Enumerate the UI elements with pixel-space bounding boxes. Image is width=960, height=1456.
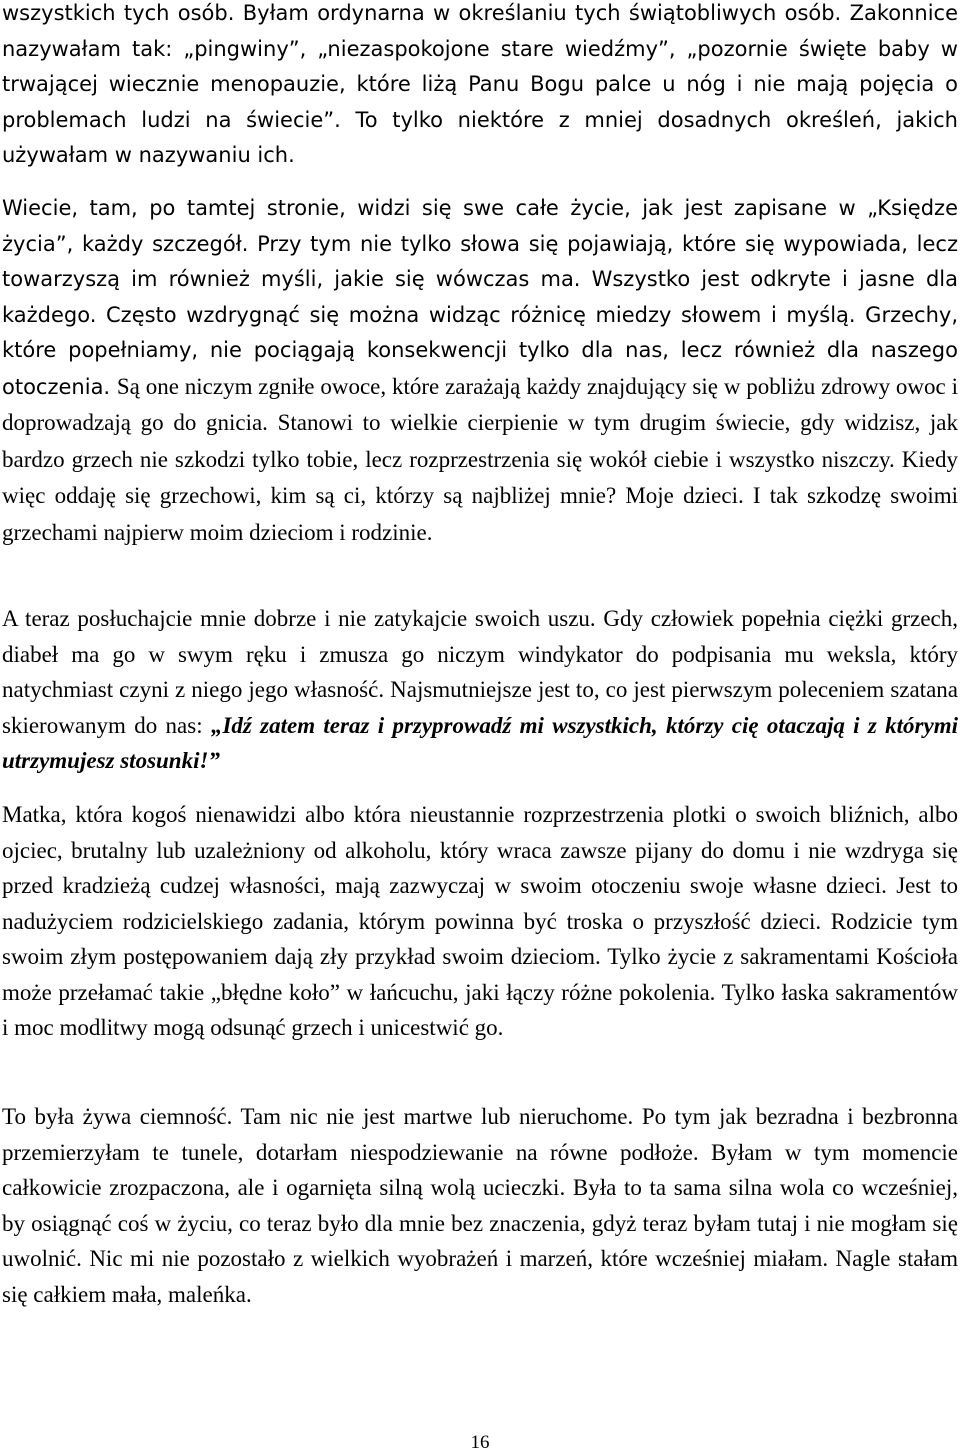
paragraph-1-text: wszystkich tych osób. Byłam ordynarna w określaniu tych świątobliwych osób. Zakonnice nazywałam tak: „pingwiny”, „niezaspokojone stare wiedźmy”, „pozornie święte baby w trwającej wiecznie menopauzie, które liżą Panu Bogu palce u nóg i nie mają pojęcia o problemach ludzi na świecie”. To tylko niektóre z mniej dosadnych określeń, jakich używałam w nazywaniu ich. <box>2 1 958 167</box>
paragraph-5 <box>2 1099 958 1312</box>
paragraph-4-text: Matka, która kogoś nienawidzi albo która nieustannie rozprzestrzenia plotki o swoich bliźnich, albo ojciec, brutalny lub uzależniony od alkoholu, który wraca zawsze pijany do domu i nie wzdryga się przed kradzieżą cudzej własności, mają zazwyczaj w swoim otoczeniu swoje własne dzieci. Jest to nadużyciem rodzicielskiego zadania, którym powinna być troska o przyszłość dzieci. Rodzicie tym swoim złym postępowaniem dają zły przykład swoim dzieciom. Tylko życie z sakramentami Kościoła może przełamać takie „błędne koło” w łańcuchu, jaki łączy różne pokolenia. Tylko łaska sakramentów i moc modlitwy mogą odsunąć grzech i unicestwić go. <box>2 802 958 1040</box>
paragraph-5-text: To była żywa ciemność. Tam nic nie jest martwe lub nieruchome. Po tym jak bezradna i bezbronna przemierzyłam te tunele, dotarłam niespodziewanie na równe podłoże. Byłam w tym momencie całkowicie zrozpaczona, ale i ogarnięta silną wolą ucieczki. Była to ta sama silna wola co wcześniej, by osiągnąć coś w życiu, co teraz było dla mnie bez znaczenia, gdyż teraz byłam tutaj i nie mogłam się uwolnić. Nic mi nie pozostało z wielkich wyobrażeń i marzeń, które wcześniej miałam. Nagle stałam się całkiem mała, maleńka. <box>2 1104 958 1307</box>
paragraph-2 <box>2 191 958 551</box>
paragraph-1 <box>2 0 958 174</box>
paragraph-4 <box>2 797 958 1046</box>
paragraph-3-text: A teraz posłuchajcie mnie dobrze i nie zatykajcie swoich uszu. Gdy człowiek popełnia ciężki grzech, diabeł ma go w swym ręku i zmusza go niczym windykator do podpisania mu weksla, który natychmiast czyni z niego jego własność. Najsmutniejsze jest to, co jest pierwszym poleceniem szatana skierowanym do nas: <box>2 606 958 738</box>
paragraph-3-quote: „Idź zatem teraz i przyprowadź mi wszystkich, którzy cię otaczają i z którymi utrzymujesz stosunki!” <box>2 712 958 773</box>
paragraph-2-text-serif: Są one niczym zgniłe owoce, które zarażają każdy znajdujący się w pobliżu zdrowy owoc i doprowadzają go do gnicia. Stanowi to wielkie cierpienie w tym drugim świecie, gdy widzisz, jak bardzo grzech nie szkodzi tylko tobie, lecz rozprzestrzenia się wokół ciebie i wszystko niszczy. Kiedy więc oddaję się grzechowi, kim są ci, którzy są najbliżej mnie? Moje dzieci. I tak szkodzę swoimi grzechami najpierw moim dzieciom i rodzinie. <box>2 373 958 545</box>
paragraph-3 <box>2 601 958 779</box>
page-number: 16 <box>470 1432 490 1453</box>
paragraph-2-text-sans: Wiecie, tam, po tamtej stronie, widzi się swe całe życie, jak jest zapisane w „Księdze życia”, każdy szczegół. Przy tym nie tylko słowa się pojawiają, które się wypowiada, lecz towarzyszą im również myśli, jakie się wówczas ma. Wszystko jest odkryte i jasne dla każdego. Często wzdrygnąć się można widząc różnicę miedzy słowem i myślą. Grzechy, które popełniamy, nie pociągają konsekwencji tylko dla nas, lecz również dla naszego otoczenia. <box>2 196 958 399</box>
